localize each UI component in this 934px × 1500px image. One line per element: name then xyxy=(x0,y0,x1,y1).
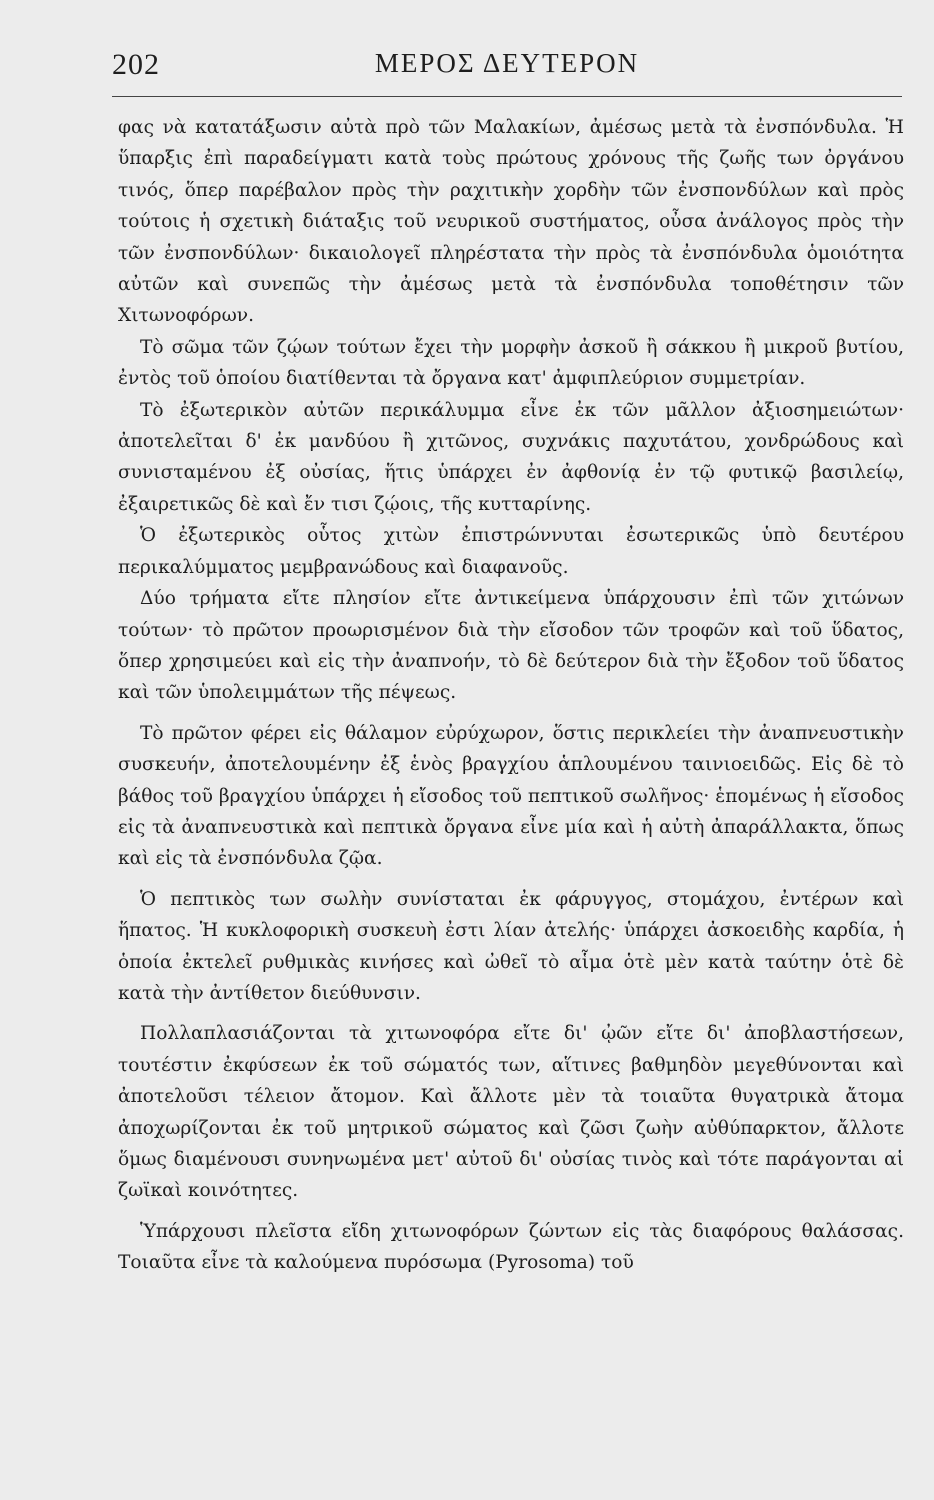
paragraph: Τὸ ἐξωτερικὸν αὐτῶν περικάλυμμα εἶνε ἐκ τῶν μᾶλλον ἀξιοσημειώτων· ἀποτελεῖται δ' ἐκ μανδύου ἢ χιτῶνος, συχνάκις παχυτάτου, χονδρώδους καὶ συνισταμένου ἐξ οὐσίας, ἥτις ὑπάρχει ἐν ἀφθονίᾳ ἐν τῷ φυτικῷ βασιλείῳ, ἐξαιρετικῶς δὲ καὶ ἔν τισι ζῴοις, τῆς κυτταρίνης. xyxy=(118,399,904,515)
paragraph: Ὑπάρχουσι πλεῖστα εἴδη χιτωνοφόρων ζώντων εἰς τὰς διαφόρους θαλάσσας. Τοιαῦτα εἶνε τὰ καλούμενα πυρόσωμα (Pyrosoma) τοῦ xyxy=(118,1220,904,1274)
paragraph: Ὁ ἐξωτερικὸς οὗτος χιτὼν ἐπιστρώννυται ἐσωτερικῶς ὑπὸ δευτέρου περικαλύμματος μεμβρανώδους καὶ διαφανοῦς. xyxy=(118,525,904,578)
paragraph-gap xyxy=(118,709,904,718)
paragraph: Πολλαπλασιάζονται τὰ χιτωνοφόρα εἴτε δι' ᾠῶν εἴτε δι' ἀποβλαστήσεων, τουτέστιν ἐκφύσεων ἐκ τοῦ σώματός των, αἵτινες βαθμηδὸν μεγεθύνονται καὶ ἀποτελοῦσι τέλειον ἄτομον. Καὶ ἄλλοτε μὲν τὰ τοιαῦτα θυγατρικὰ ἄτομα ἀποχωρίζονται ἐκ τοῦ μητρικοῦ σώματος καὶ ζῶσι ζωὴν αὐθύπαρκτον, ἄλλοτε ὅμως διαμένουσι συνηνωμένα μετ' αὐτοῦ δι' οὐσίας τινὸς καὶ τότε παράγονται αἱ ζωϊκαὶ κοινότητες. xyxy=(118,1023,904,1202)
page-header xyxy=(112,44,902,88)
paragraph: Τὸ πρῶτον φέρει εἰς θάλαμον εὐρύχωρον, ὅστις περικλείει τὴν ἀναπνευστικὴν συσκευήν, ἀποτελουμένην ἐξ ἑνὸς βραγχίου ἁπλουμένου ταινιοειδῶς. Εἰς δὲ τὸ βάθος τοῦ βραγχίου ὑπάρχει ἡ εἴσοδος τοῦ πεπτικοῦ σωλῆνος· ἑπομένως ἡ εἴσοδος εἰς τὰ ἀναπνευστικὰ καὶ πεπτικὰ ὄργανα εἶνε μία καὶ ἡ αὐτὴ ἀπαράλλακτα, ὅπως καὶ εἰς τὰ ἐνσπόνδυλα ζῷα. xyxy=(118,722,904,870)
paragraph-gap xyxy=(118,1207,904,1216)
paragraph-gap xyxy=(118,875,904,884)
paragraph: Δύο τρήματα εἴτε πλησίον εἴτε ἀντικείμενα ὑπάρχουσιν ἐπὶ τῶν χιτώνων τούτων· τὸ πρῶτον προωρισμένον διὰ τὴν εἴσοδον τῶν τροφῶν καὶ τοῦ ὕδατος, ὅπερ χρησιμεύει καὶ εἰς τὴν ἀναπνοήν, τὸ δὲ δεύτερον διὰ τὴν ἔξοδον τοῦ ὕδατος καὶ τῶν ὑπολειμμάτων τῆς πέψεως. xyxy=(118,588,904,704)
paragraph-gap xyxy=(118,1009,904,1018)
paragraph: Τὸ σῶμα τῶν ζῴων τούτων ἔχει τὴν μορφὴν ἀσκοῦ ἢ σάκκου ἢ μικροῦ βυτίου, ἐντὸς τοῦ ὁποίου διατίθενται τὰ ὄργανα κατ' ἀμφιπλεύριον συμμετρίαν. xyxy=(118,336,904,390)
body-text xyxy=(118,112,904,1279)
header-rule xyxy=(112,96,902,97)
page-number: 202 xyxy=(112,48,160,81)
running-title: ΜΕΡΟΣ ΔΕΥΤΕΡΟΝ xyxy=(374,48,640,78)
paragraph: φας νὰ κατατάξωσιν αὐτὰ πρὸ τῶν Μαλακίων, ἀμέσως μετὰ τὰ ἐνσπόνδυλα. Ἡ ὕπαρξις ἐπὶ παραδείγματι κατὰ τοὺς πρώτους χρόνους τῆς ζωῆς των ὀργάνου τινός, ὅπερ παρέβαλον πρὸς τὴν ραχιτικὴν χορδὴν τῶν ἐνσπονδύλων καὶ πρὸς τούτοις ἡ σχετικὴ διάταξις τοῦ νευρικοῦ συστήματος, οὖσα ἀνάλογος πρὸς τὴν τῶν ἐνσπονδύλων· δικαιολογεῖ πληρέστατα τὴν πρὸς τὰ ἐνσπόνδυλα ὁμοιότητα αὐτῶν καὶ συνεπῶς τὴν ἀμέσως μετὰ τὰ ἐνσπόνδυλα τοποθέτησιν τῶν Χιτωνοφόρων. xyxy=(118,117,904,327)
paragraph: Ὁ πεπτικὸς των σωλὴν συνίσταται ἐκ φάρυγγος, στομάχου, ἐντέρων καὶ ἥπατος. Ἡ κυκλοφορικὴ συσκευὴ ἐστι λίαν ἀτελής· ὑπάρχει ἀσκοειδὴς καρδία, ἡ ὁποία ἐκτελεῖ ρυθμικὰς κινήσες καὶ ὠθεῖ τὸ αἷμα ὁτὲ μὲν κατὰ ταύτην ὁτὲ δὲ κατὰ τὴν ἀντίθετον διεύθυνσιν. xyxy=(118,888,904,1004)
